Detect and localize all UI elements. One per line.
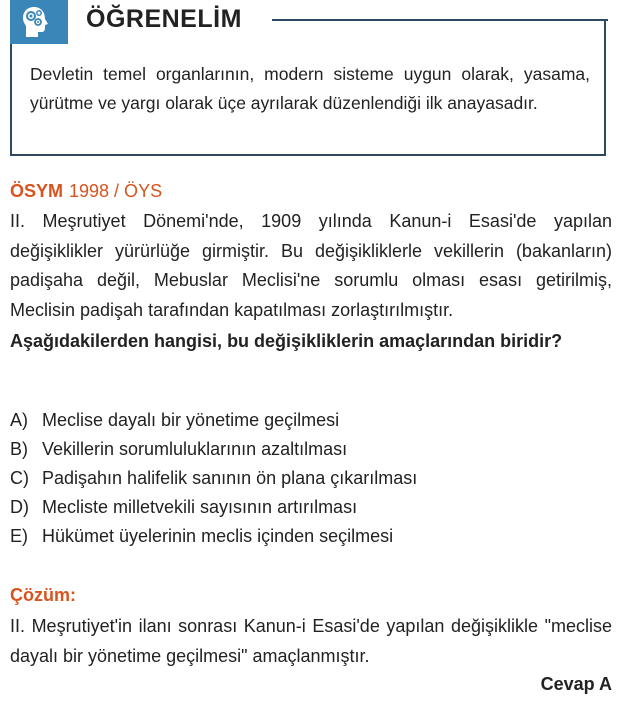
- option-letter: A): [10, 410, 28, 430]
- option-text: Padişahın halifelik sanının ön plana çıkarılması: [42, 468, 418, 488]
- question-stem: Aşağıdakilerden hangisi, bu değişikliklerin amaçlarından biridir?: [10, 331, 563, 351]
- title-rule: [272, 19, 608, 21]
- learn-badge: [10, 0, 68, 44]
- option-text: Mecliste milletvekili sayısının artırılması: [42, 497, 358, 517]
- option-c[interactable]: [10, 468, 417, 489]
- learn-body: Devletin temel organlarının, modern sisteme uygun olarak, yasama, yürütme ve yargı olarak üçe ayrılarak düzenlendiği ilk anayasadır.: [30, 64, 590, 113]
- learn-title: ÖĞRENELİM: [86, 5, 242, 33]
- option-letter: D): [10, 497, 29, 517]
- option-b[interactable]: [10, 439, 347, 460]
- option-e[interactable]: [10, 526, 393, 547]
- source-year: 1998 / ÖYS: [69, 181, 163, 201]
- option-letter: B): [10, 439, 28, 459]
- option-d[interactable]: [10, 497, 357, 518]
- option-letter: C): [10, 468, 29, 488]
- solution-body: II. Meşrutiyet'in ilanı sonrası Kanun-i Esasi'de yapılan değişiklikle "meclise dayalı bir yönetime geçilmesi" amaçlanmıştır.: [10, 616, 612, 666]
- option-letter: E): [10, 526, 28, 546]
- option-a[interactable]: [10, 410, 339, 431]
- option-text: Vekillerin sorumluluklarının azaltılması: [42, 439, 348, 459]
- source-label: ÖSYM: [10, 181, 64, 201]
- question-source: [10, 181, 162, 202]
- option-text: Meclise dayalı bir yönetime geçilmesi: [42, 410, 340, 430]
- question-text: II. Meşrutiyet Dönemi'nde, 1909 yılında Kanun-i Esasi'de yapılan değişiklikler yürürlüğe girmiştir. Bu değişikliklerle vekillerin (bakanların) padişaha değil, Mebuslar Meclisi'ne sorumlu olması esası getirilmiş, Meclisin padişah tarafından kapatılması zorlaştırılmıştır.: [10, 211, 612, 320]
- answer-label: Cevap A: [540, 674, 612, 694]
- option-text: Hükümet üyelerinin meclis içinden seçilmesi: [42, 526, 394, 546]
- brain-gears-icon: [20, 3, 58, 41]
- solution-title: Çözüm:: [10, 585, 76, 605]
